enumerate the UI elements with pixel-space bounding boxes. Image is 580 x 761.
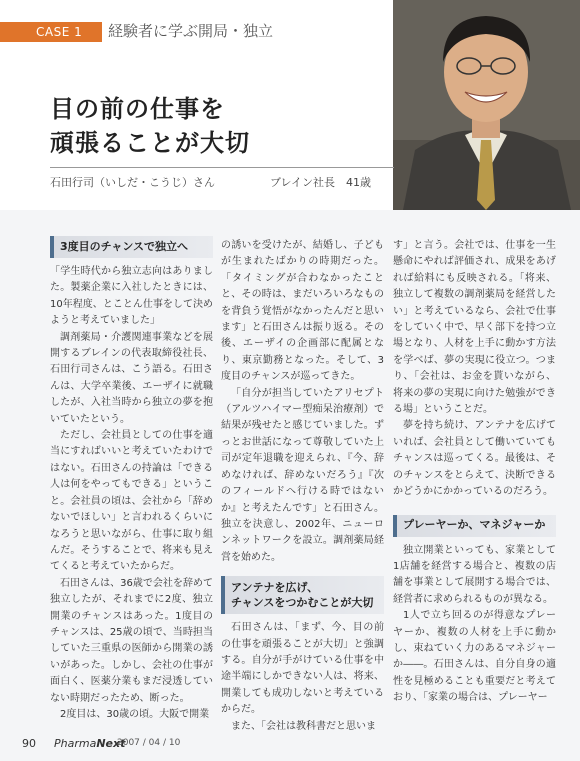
paragraph: 「学生時代から独立志向はありました。製薬企業に入社したときには、10年程度、とことん仕事をして決めようと考えていました」 bbox=[50, 266, 213, 327]
paragraph: す」と言う。会社では、仕事を一生懸命にやれば評価され、成果をあげれば給料にも反映される。「将来、独立して複数の調剤薬局を経営したい」と考えているなら、会社で仕事をしていく中で、早く部下を持つ立場となり、人材を上手に動かす方法を学べば、夢の実現に役立つ。つまり、「会社は、お金を貰いながら、将来の夢の実現に向けた勉強ができる場」ということだ。 bbox=[393, 240, 556, 416]
brand-part-a: Pharma bbox=[54, 737, 97, 750]
portrait-illustration bbox=[393, 0, 580, 210]
paragraph: ただし、会社員としての仕事を適当にすればいいと考えていたわけではない。石田さんの持論は「できる人は何をやってもできる」ということ。会社員の頃は、会社から「辞めないでほしい」と言われるくらいになろうと思いながら、仕事に取り組んだ。そうすることで、将来も見えてくると考えていたからだ。 bbox=[50, 430, 213, 573]
section-heading-text: 3度目のチャンスで独立へ bbox=[60, 239, 188, 253]
person-role: ブレイン社長 41歳 bbox=[270, 176, 372, 189]
column-1 bbox=[50, 236, 213, 723]
column-2 bbox=[221, 238, 384, 735]
paragraph: また、「会社は教科書だと思いま bbox=[231, 720, 376, 732]
paragraph: 調剤薬局・介護関連事業などを展開するブレインの代表取締役社長、石田行司さんは、こう語る。石田さんは、大学卒業後、エーザイに就職したが、入社当時から独立の夢を抱いていたという。 bbox=[50, 331, 213, 425]
header-divider bbox=[50, 167, 394, 168]
magazine-brand bbox=[54, 737, 125, 750]
paragraph: 石田さんは、「まず、今、目の前の仕事を頑張ることが大切」と強調する。自分が手がけている仕事を中途半端にしかできない人は、将来、開業しても成功しないと考えているからだ。 bbox=[221, 622, 384, 716]
person-name: 石田行司（いしだ・こうじ）さん bbox=[50, 176, 215, 189]
paragraph: 1人で立ち回るのが得意なプレーヤーか、複数の人材を上手に動かし、束ねていく力のあるマネジャーか――。石田さんは、自分自身の適性を見極めることも重要だと考えており、「家業の場合は、プレーヤー bbox=[393, 610, 556, 704]
section-heading bbox=[221, 576, 384, 614]
section-heading-line-2: チャンスをつかむことが大切 bbox=[231, 596, 374, 610]
paragraph: 石田さんは、36歳で会社を辞めて独立したが、それまでに2度、独立開業のチャンスはあった。1度目のチャンスは、25歳の頃で、当時担当していた三重県の医師から開業の誘いがあった。しかし、会社の仕事が面白く、医薬分業もまだ浸透していない時期だったため、断った。 bbox=[50, 577, 213, 704]
page-number: 90 bbox=[22, 737, 36, 750]
page-footer bbox=[0, 733, 580, 761]
section-heading-line-1: アンテナを広げ、 bbox=[231, 581, 319, 595]
section-heading bbox=[50, 236, 213, 258]
section-heading bbox=[393, 515, 556, 537]
column-3 bbox=[393, 238, 556, 707]
portrait-photo bbox=[393, 0, 580, 210]
title-line-1: 目の前の仕事を bbox=[50, 95, 225, 123]
title-line-2: 頑張ることが大切 bbox=[50, 129, 250, 157]
case-title: 経験者に学ぶ開局・独立 bbox=[108, 22, 274, 40]
brand-part-b: Next bbox=[96, 737, 126, 750]
heading-bar bbox=[50, 236, 54, 258]
paragraph: 2度目は、30歳の頃。大阪で開業 bbox=[60, 708, 210, 720]
heading-bar bbox=[393, 515, 397, 537]
heading-bar bbox=[221, 576, 225, 614]
case-label: CASE 1 bbox=[0, 22, 102, 42]
issue-date: 2007 / 04 / 10 bbox=[117, 738, 181, 748]
paragraph: 夢を持ち続け、アンテナを広げていれば、会社員として働いていてもチャンスは巡ってくる。最後は、そのチャンスをとらえて、決断できるかどうかにかかっているのだろう。 bbox=[393, 420, 556, 498]
section-heading-text: プレーヤーか、マネジャーか bbox=[403, 518, 546, 532]
paragraph: 独立開業といっても、家業として1店舗を経営する場合と、複数の店舗を事業として展開する場合では、経営者に求められるものが異なる。 bbox=[393, 544, 556, 605]
paragraph: 「自分が担当していたアリセプト（アルツハイマー型痴呆治療剤）で結果が残せたと感じていました。ずっとお世話になって尊敬していた上司が定年退職を迎えられ、『今、辞めなければ、辞めないだろう』『次のフィールドへ行ける時ではないか』と考えたんです」と石田さん。独立を決意し、2002年、ニューロンネットワークを設立。調剤薬局経営を始めた。 bbox=[221, 387, 384, 563]
article-title bbox=[50, 92, 250, 160]
paragraph: の誘いを受けたが、結婚し、子どもが生まれたばかりの時期だった。「タイミングが合わなかったことと、その時は、まだいろいろなものを背負う覚悟がなかったんだと思います」と石田さんは振り返る。その後、エーザイの企画部に配属となり、東京勤務となった。そして、3度目のチャンスが巡ってきた。 bbox=[221, 240, 384, 383]
